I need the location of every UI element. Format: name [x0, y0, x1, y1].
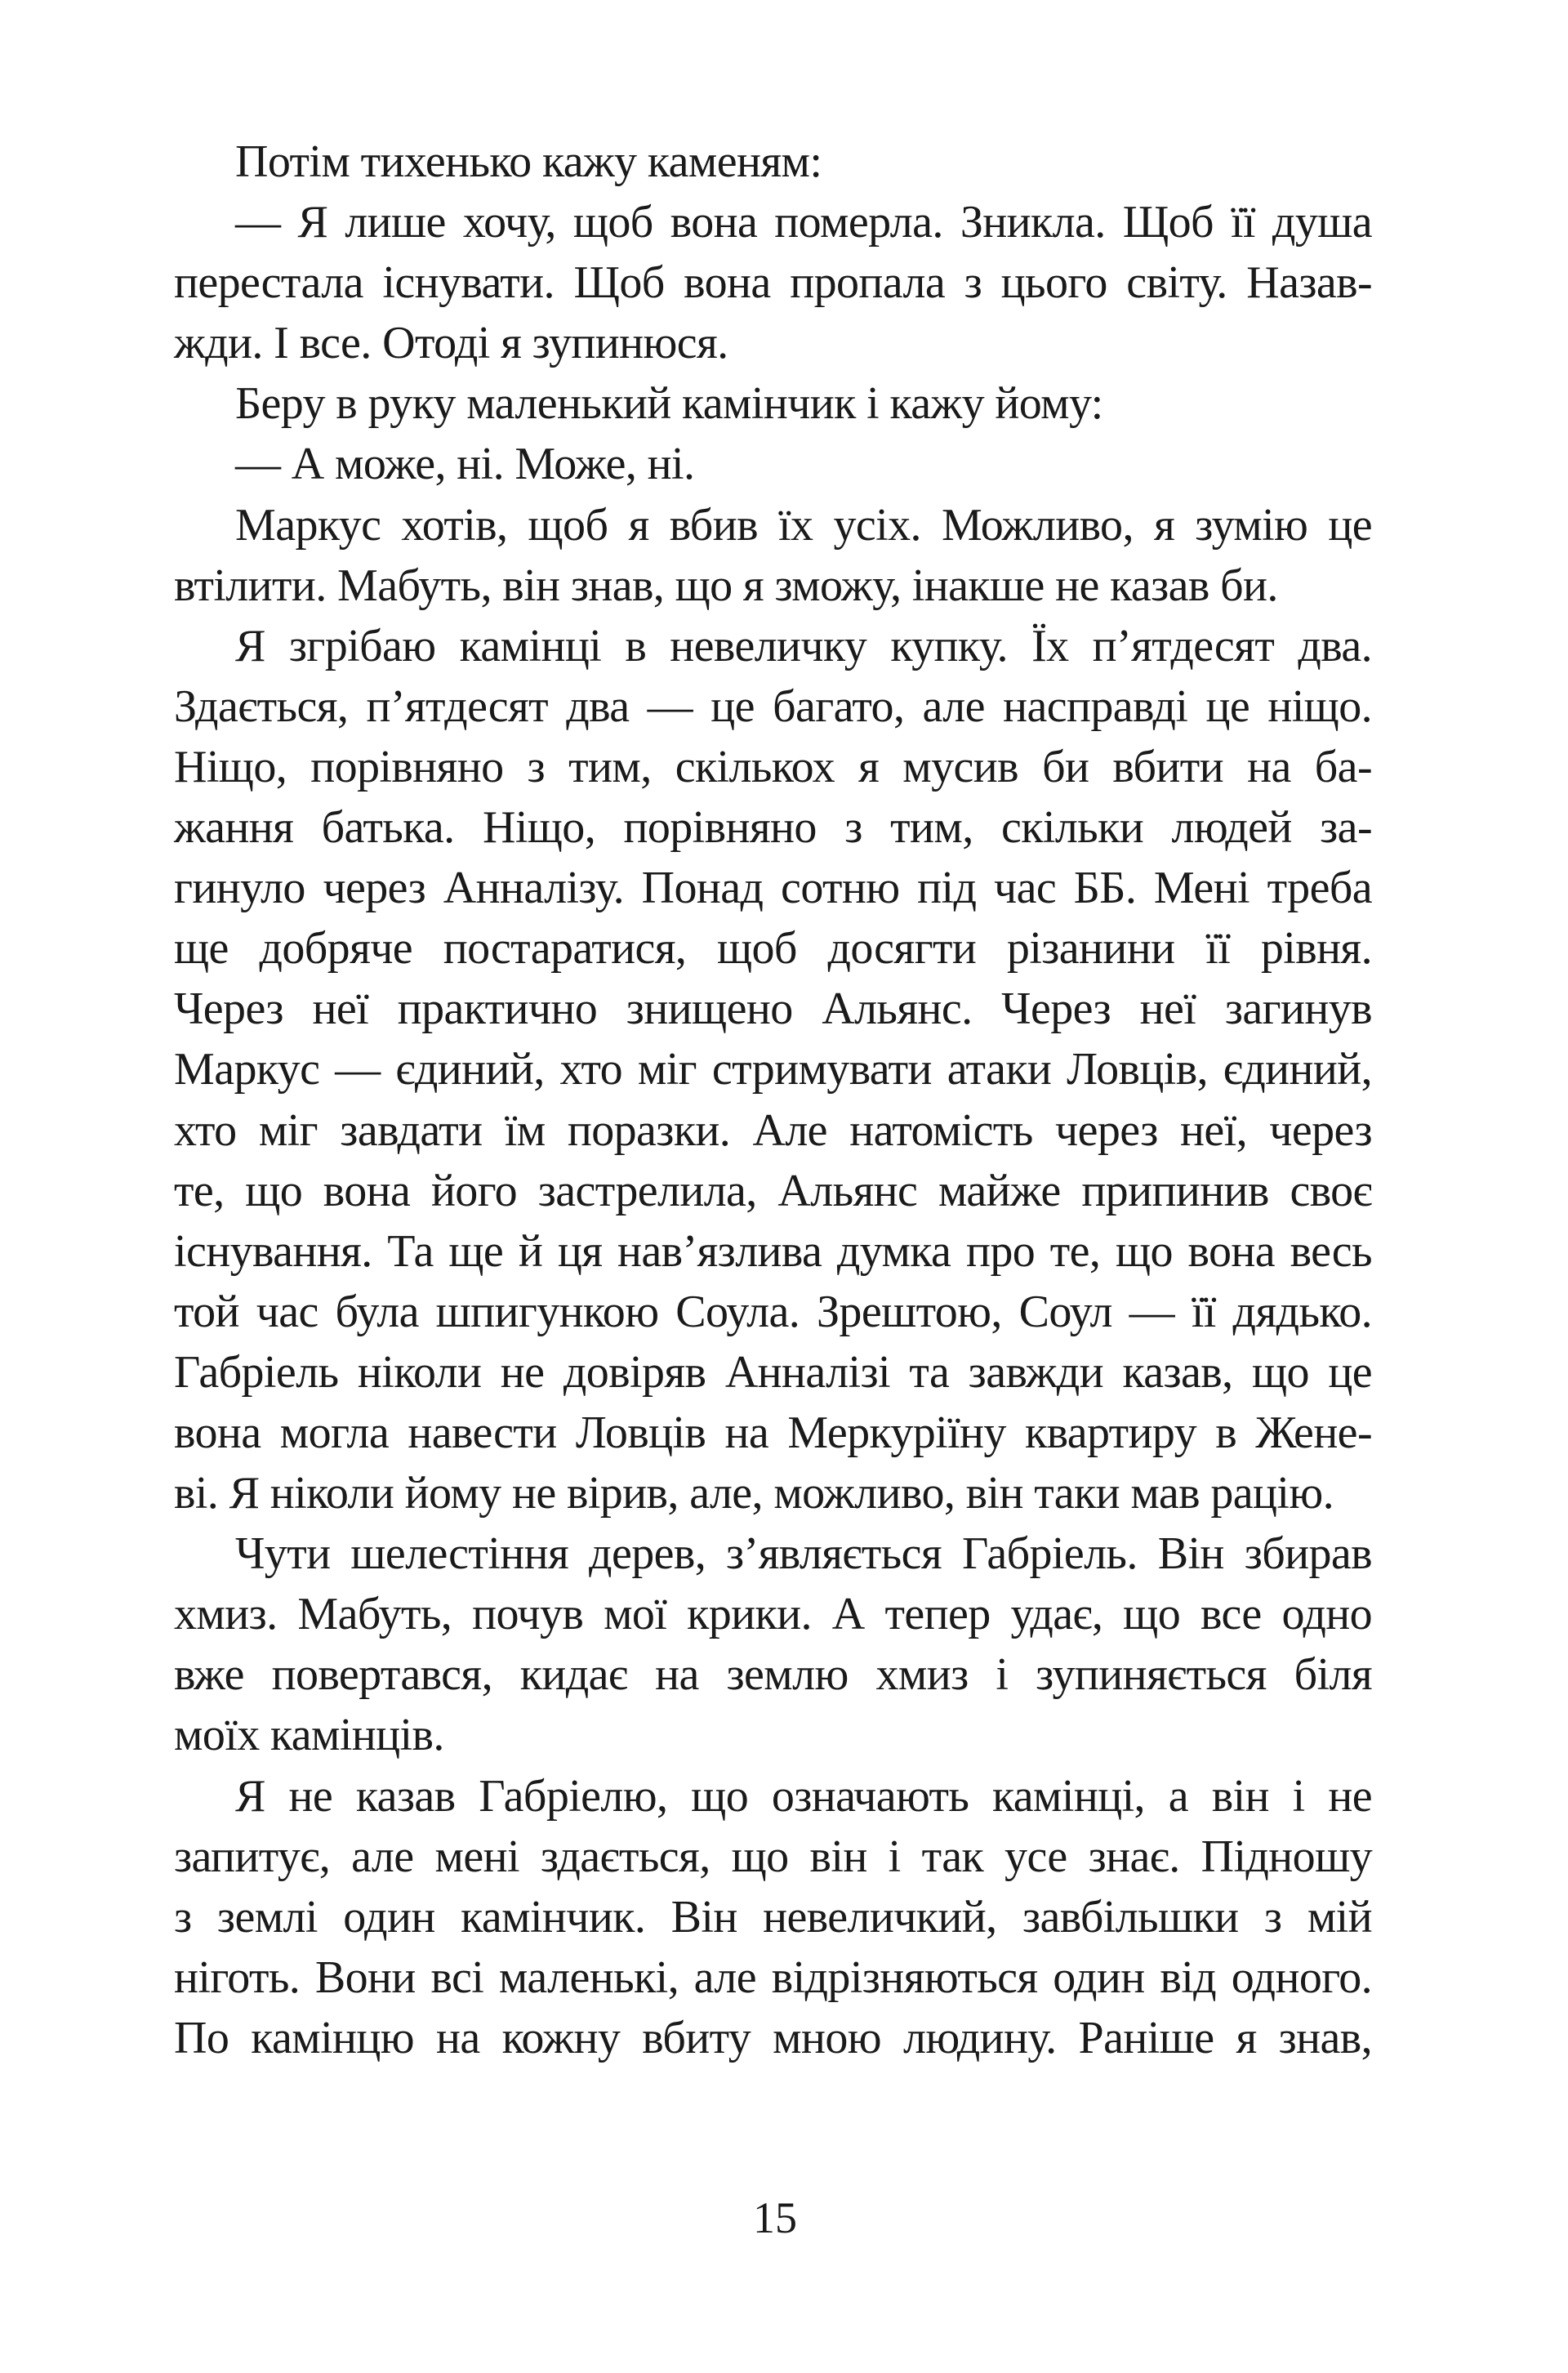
line-text: ніготь. Вони всі маленькі, але відрізняються один від одного.	[174, 1951, 1372, 2003]
line-text: Маркус — єдиний, хто міг стримувати атаки Ловців, єдиний,	[174, 1044, 1372, 1095]
line-text: Через неї практично знищено Альянс. Через неї загинув	[174, 984, 1372, 1035]
paragraph	[174, 495, 1372, 616]
line-text: Я згрібаю камінці в невеличку купку. Їх п’ятдесят два.	[235, 620, 1372, 671]
line-text: перестала існувати. Щоб вона пропала з цього світу. Назав-	[174, 257, 1372, 309]
text-line	[174, 192, 1372, 252]
line-text: По камінцю на кожну вбиту мною людину. Раніше я знав,	[174, 2012, 1372, 2063]
paragraph	[174, 434, 1372, 494]
line-text: Беру в руку маленький камінчик і кажу йому:	[235, 378, 1103, 430]
text-line	[174, 252, 1372, 313]
line-text: вона могла навести Ловців на Меркуріїну квартиру в Жене-	[174, 1407, 1372, 1458]
text-line	[174, 858, 1372, 918]
text-line	[174, 555, 1372, 616]
line-text: — Я лише хочу, щоб вона померла. Зникла. Щоб її душа	[235, 197, 1372, 248]
line-text: вже повертався, кидає на землю хмиз і зупиняється біля	[174, 1649, 1372, 1701]
line-text: Потім тихенько кажу каменям:	[235, 136, 822, 187]
line-text: Ніщо, порівняно з тим, скількох я мусив би вбити на ба-	[174, 741, 1372, 792]
line-text: Чути шелестіння дерев, з’являється Габріель. Він збирав	[235, 1528, 1372, 1580]
line-text: Маркус хотів, щоб я вбив їх усіх. Можливо, я зумію це	[235, 499, 1372, 551]
text-line	[174, 1463, 1372, 1523]
paragraph	[174, 192, 1372, 373]
text-line	[174, 616, 1372, 676]
line-text: те, що вона його застрелила, Альянс майже припинив своє	[174, 1165, 1372, 1216]
line-text: ще добряче постаратися, щоб досягти різанини її рівня.	[174, 923, 1372, 975]
text-line	[174, 1342, 1372, 1403]
line-text: — А може, ні. Може, ні.	[235, 439, 695, 490]
text-line	[174, 1282, 1372, 1342]
line-text: запитує, але мені здається, що він і так усе знає. Підношу	[174, 1831, 1372, 1882]
text-line	[174, 1947, 1372, 2008]
line-text: Я не казав Габріелю, що означають камінці, а він і не	[235, 1770, 1372, 1822]
line-text: моїх камінців.	[174, 1710, 444, 1761]
text-line	[174, 1221, 1372, 1282]
line-text: гинуло через Анналізу. Понад сотню під час ББ. Мені треба	[174, 863, 1372, 914]
text-line	[174, 313, 1372, 373]
page-number: 15	[753, 2193, 797, 2242]
line-text: втілити. Мабуть, він знав, що я зможу, інакше не казав би.	[174, 560, 1278, 611]
text-line	[174, 495, 1372, 555]
text-line	[174, 918, 1372, 979]
line-text: той час була шпигункою Соула. Зрештою, Соул — її дядько.	[174, 1286, 1372, 1337]
line-text: існування. Та ще й ця нав’язлива думка про те, що вона весь	[174, 1225, 1372, 1277]
text-line	[174, 979, 1372, 1039]
paragraph	[174, 1523, 1372, 1765]
text-line	[174, 132, 1372, 192]
text-line	[174, 1827, 1372, 1887]
text-line	[174, 1766, 1372, 1827]
line-text: ві. Я ніколи йому не вірив, але, можливо, він таки мав рацію.	[174, 1468, 1334, 1519]
text-line	[174, 2008, 1372, 2068]
line-text: Здається, п’ятдесят два — це багато, але насправді це ніщо.	[174, 680, 1372, 732]
line-text: Габріель ніколи не довіряв Анналізі та завжди казав, що це	[174, 1346, 1372, 1398]
paragraph	[174, 373, 1372, 434]
text-line	[174, 797, 1372, 858]
text-line	[174, 1100, 1372, 1161]
text-column	[174, 132, 1372, 2068]
line-text: жання батька. Ніщо, порівняно з тим, скільки людей за-	[174, 802, 1372, 854]
text-line	[174, 1887, 1372, 1947]
text-line	[174, 1161, 1372, 1221]
paragraph	[174, 1766, 1372, 2068]
text-line	[174, 737, 1372, 797]
line-text: з землі один камінчик. Він невеличкий, завбільшки з мій	[174, 1891, 1372, 1943]
text-line	[174, 1584, 1372, 1644]
text-line	[174, 1644, 1372, 1705]
line-text: жди. І все. Отоді я зупинюся.	[174, 318, 728, 369]
line-text: хто міг завдати їм поразки. Але натомість через неї, через	[174, 1104, 1372, 1156]
text-line	[174, 373, 1372, 434]
line-text: хмиз. Мабуть, почув мої крики. А тепер удає, що все одно	[174, 1589, 1372, 1640]
paragraph	[174, 616, 1372, 1523]
text-line	[174, 1705, 1372, 1765]
text-line	[174, 1039, 1372, 1100]
paragraph	[174, 132, 1372, 192]
text-line	[174, 434, 1372, 494]
text-line	[174, 1523, 1372, 1584]
text-line	[174, 676, 1372, 737]
text-line	[174, 1403, 1372, 1463]
